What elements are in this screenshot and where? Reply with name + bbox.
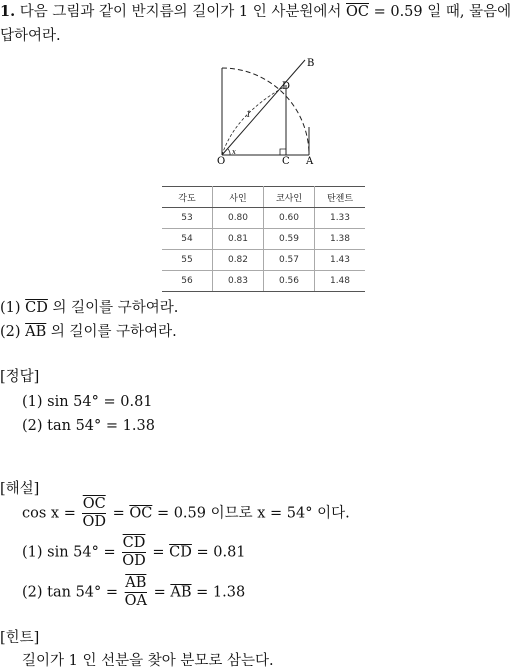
label-x: x [232,148,236,156]
segment-oc: $\overline{OC}$ [346,4,369,20]
question-text: 의 길이를 구하여라. [52,300,179,316]
problem-line-1 [0,2,511,22]
segment-label: $\overline{AB}$ [25,324,47,340]
fraction-oc-od [82,496,106,531]
question-number: (1) [0,300,21,316]
line-ob [222,60,305,155]
fraction-cd-od [122,535,146,570]
label-c: C [282,156,290,167]
label-b: B [307,58,315,69]
table-cell: 1.33 [315,208,366,229]
cos-lhs: cos x = [22,505,76,522]
explanation-line-1 [22,496,350,531]
table-row [162,229,365,250]
explanation-line-2 [22,535,246,570]
equals-sign: = [152,544,165,561]
table-cell: 0.56 [264,271,315,292]
problem-line-2: 답하여라. [0,28,61,44]
table-cell: 0.82 [213,250,264,271]
label-d: D [282,81,291,92]
table-header-cell: 사인 [213,187,264,208]
question-2 [0,322,177,342]
segment-label: $\overline{AB}$ [170,584,192,601]
trig-table [162,186,365,292]
table-row [162,271,365,292]
fraction-numerator: $\overline{CD}$ [122,535,146,551]
hint-title: [힌트] [0,630,40,646]
quarter-arc [222,68,309,155]
fraction-numerator: $\overline{AB}$ [125,575,147,591]
table-cell: 1.48 [315,271,366,292]
segment-label: $\overline{CD}$ [169,544,192,561]
segment-label: $\overline{OC}$ [129,505,153,522]
table-cell: 53 [162,208,213,229]
right-angle-marker [280,149,286,155]
equals-sign: = [112,505,125,522]
explanation-tail: = 0.59 이므로 x = 54° 이다. [156,505,350,522]
tan-lhs: (2) tan 54° = [22,584,119,601]
table-cell: 0.83 [213,271,264,292]
table-header-cell: 코사인 [264,187,315,208]
equals-sign: = [153,584,166,601]
question-number: (2) [0,324,21,340]
explanation-line-3 [22,575,245,610]
answer-2: (2) tan 54° = 1.38 [22,418,155,434]
hint-text: 길이가 1 인 선분을 찾아 분모로 삼는다. [22,653,274,669]
table-cell: 56 [162,271,213,292]
table-cell: 0.80 [213,208,264,229]
quarter-circle-figure [205,55,335,167]
table-cell: 0.81 [213,229,264,250]
fraction-numerator: $\overline{OC}$ [82,496,106,512]
explanation-title: [해설] [0,481,40,497]
sin-lhs: (1) sin 54° = [22,544,116,561]
fraction-denominator: OD [122,553,146,569]
explanation-tail: = 0.81 [196,544,246,561]
question-text: 의 길이를 구하여라. [50,324,177,340]
angle-arc [228,149,230,155]
label-a: A [306,156,314,167]
table-cell: 0.59 [264,229,315,250]
answer-1: (1) sin 54° = 0.81 [22,394,153,410]
table-cell: 54 [162,229,213,250]
table-header-cell: 각도 [162,187,213,208]
question-1 [0,298,178,318]
table-cell: 1.38 [315,229,366,250]
table-row [162,250,365,271]
table-header-cell: 탄젠트 [315,187,366,208]
label-one: 1 [246,110,252,119]
problem-number: 1. [0,3,16,20]
table-cell: 1.43 [315,250,366,271]
fraction-denominator: OA [124,593,147,609]
table-cell: 55 [162,250,213,271]
table-cell: 0.60 [264,208,315,229]
table-row [162,208,365,229]
fraction-ab-oa [125,575,147,610]
table-cell: 0.57 [264,250,315,271]
fraction-denominator: OD [82,514,106,530]
answer-title: [정답] [0,369,40,385]
problem-text: 다음 그림과 같이 반지름의 길이가 1 인 사분원에서 [19,4,342,20]
table-header-row [162,187,365,208]
explanation-tail: = 1.38 [196,584,246,601]
label-o: O [217,156,226,167]
problem-text-tail: = 0.59 일 때, 물음에 [373,4,512,20]
segment-label: $\overline{CD}$ [25,300,48,316]
